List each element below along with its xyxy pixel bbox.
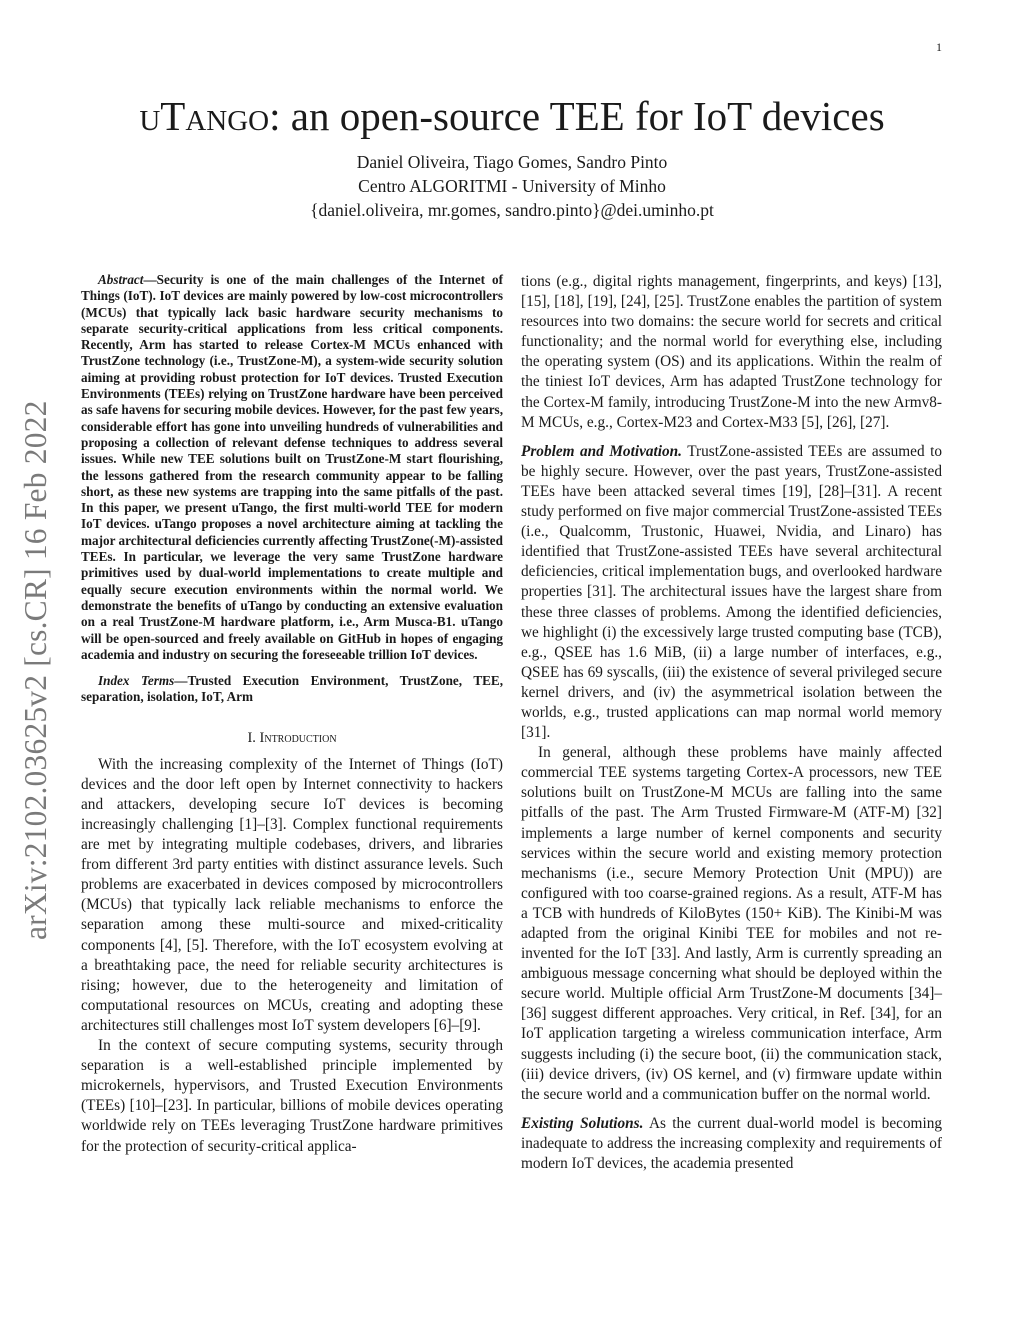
index-terms-label: Index Terms: [98, 673, 175, 689]
intro-paragraph-1: With the increasing complexity of the Internet of Things (IoT) devices and the door left open by Internet connectivity to hackers and attackers, developing secure IoT devices is becoming increasingly challenging [1]–[3]. Complex functional requirements are met by integrating multiple codebases, drivers, and libraries from different 3rd party entities with distinct assurance levels. Such problems are exacerbated in devices composed by microcontrollers (MCUs) that typically lack reliable mechanisms to enforce the separation among these multi-source and mixed-criticality components [4], [5]. Therefore, with the IoT ecosystem evolving at a breathtaking pace, the need for reliable security architectures is rising; however, due to the heterogeneity and limitation of computational resources on MCUs, creating and adopting these architectures still challenges most IoT system developers [6]–[9].: [81, 755, 503, 1034]
right-column: [521, 272, 942, 1174]
abstract: [81, 272, 503, 663]
section-heading-introduction: I. Introduction: [247, 729, 337, 746]
right-paragraph-3: In general, although these problems have mainly affected commercial TEE systems targeting Cortex-A processors, new TEE solutions built on TrustZone-M MCUs are falling into the same pitfalls of the past. The Arm Trusted Firmware-M (ATF-M) [32] implements a large number of kernel components and security services within the secure world and existing memory protection mechanisms (i.e., secure Memory Protection Unit (MPU)) are configured with too coarse-grained regions. As a result, ATF-M has a TCB with hundreds of KiloBytes (150+ KiB). The Kinibi-M was adapted from the original Kinibi TEE for mobiles and not re-invented for the IoT [33]. And lastly, Arm is currently spreading an ambiguous message concerning what should be deployed within the secure world. Multiple official Arm TrustZone-M documents [34]–[36] suggest different approaches. Very critical, in Ref. [34], for an IoT application targeting a wireless communication interface, Arm suggests including (i) the secure boot, (ii) the communication stack, (iii) device drivers, (iv) OS kernel, and (v) firmware update within the secure world and a communication buffer on the normal world.: [521, 744, 942, 1103]
right-paragraph-1: tions (e.g., digital rights management, fingerprints, and keys) [13], [15], [18], [19], [24], [25]. TrustZone enables the partition of system resources into two domains: the secure world for secrets and critical functionality; and the normal world for everything else, including the operating system (OS) and its applications. Within the realm of the tiniest IoT devices, Arm has adapted TrustZone technology for the Cortex-M family, introducing TrustZone-M into the new Armv8-M MCUs, e.g., Cortex-M23 and Cortex-M33 [5], [26], [27].: [521, 273, 942, 431]
problem-motivation-paragraph: [521, 442, 942, 743]
existing-solutions-label: Existing Solutions.: [521, 1114, 644, 1132]
abstract-text: —Security is one of the main challenges of the Internet of Things (IoT). IoT devices are mainly powered by low-cost microcontrollers (MCUs) that typically lack basic hardware security mechanisms to separate security-critical applications from less critical components. Recently, Arm has started to release Cortex-M MCUs enhanced with TrustZone technology (i.e., TrustZone-M), a system-wide security solution aiming at providing robust protection for IoT devices. Trusted Execution Environments (TEEs) relying on TrustZone hardware have been perceived as safe havens for securing mobile devices. However, for the past few years, considerable effort has gone into unveiling hundreds of vulnerabilities and proposing a collection of relevant defense techniques to address several issues. While new TEE solutions built on TrustZone-M start flourishing, the lessons gathered from the research community appear to be falling short, as these new systems are trapping into the same pitfalls of the past. In this paper, we present uTango, the first multi-world TEE for modern IoT devices. uTango proposes a novel architecture aiming at tackling the major architectural deficiencies currently affecting TrustZone(-M)-assisted TEEs. In particular, we leverage the very same TrustZone hardware primitives used by dual-world implementations to create multiple and equally secure execution environments within the normal world. We demonstrate the benefits of uTango by conducting an extensive evaluation on a real TrustZone-M hardware platform, i.e., Arm Musca-B1. uTango will be open-sourced and freely available on GitHub in hopes of engaging academia and industry on securing the foreseeable trillion IoT devices.: [81, 272, 503, 662]
author-affiliation: Centro ALGORITMI - University of Minho: [358, 176, 666, 196]
title-name-rest: Tango: [160, 93, 270, 139]
intro-paragraph-2: In the context of secure computing systems, security through separation is a well-established principle implemented by microkernels, hypervisors, and Trusted Execution Environments (TEEs) [10]–[23]. In particular, billions of mobile devices operating worldwide rely on TEEs leveraging TrustZone hardware primitives for the protection of security-critical applica-: [81, 1037, 503, 1155]
problem-motivation-text: TrustZone-assisted TEEs are assumed to be highly secure. However, over the past years, TrustZone-assisted TEEs have been attacked several times [19], [28]–[31]. A recent study performed on five major commercial TrustZone-assisted TEEs (i.e., Qualcomm, Trustonic, Huawei, Nvidia, and Linaro) has identified that TrustZone-assisted TEEs have several architectural deficiencies, critical implementation bugs, and overlooked hardware properties [31]. The architectural issues have the largest share from these three classes of problems. Among the identified deficiencies, we highlight (i) the excessively large trusted computing base (TCB), e.g., QSEE has 1.6 MiB, (ii) a large number of interfaces, e.g., QSEE has 69 syscalls, (iii) the existence of several privileged secure kernel drivers, and (iv) the asymmetrical isolation between the worlds, e.g., trusted applications can map normal world memory [31].: [521, 442, 943, 742]
index-terms: [81, 673, 503, 706]
abstract-label: Abstract: [98, 272, 144, 287]
index-terms-text: —Trusted Execution Environment, TrustZone, TEE, separation, isolation, IoT, Arm: [81, 673, 504, 705]
existing-solutions-text: As the current dual-world model is becoming inadequate to address the increasing complexity and requirements of modern IoT devices, the academia presented: [521, 1114, 942, 1173]
problem-motivation-label: Problem and Motivation.: [521, 442, 682, 460]
existing-solutions-paragraph: [521, 1114, 942, 1174]
author-block: [0, 150, 1024, 222]
author-names: Daniel Oliveira, Tiago Gomes, Sandro Pinto: [356, 152, 668, 172]
page-number: 1: [936, 40, 942, 54]
title-rest: : an open-source TEE for IoT devices: [269, 93, 885, 139]
left-column: [81, 272, 503, 1157]
author-email: {daniel.oliveira, mr.gomes, sandro.pinto}@dei.uminho.pt: [310, 200, 714, 220]
title-name-prefix: u: [139, 93, 161, 139]
paper-title: [0, 92, 1024, 140]
arxiv-identifier: arXiv:2102.03625v2 [cs.CR] 16 Feb 2022: [18, 400, 53, 940]
title-name: [139, 93, 269, 139]
